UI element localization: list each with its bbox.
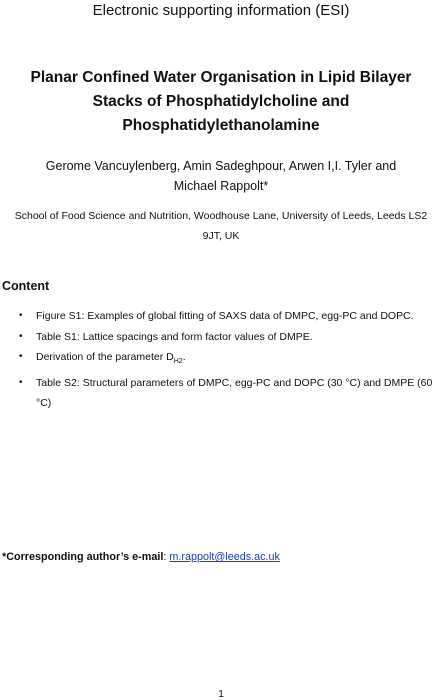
bullet-icon: • [19,330,23,342]
list-item [0,306,442,327]
author-list: Gerome Vancuylenberg, Amin Sadeghpour, Arwen I,I. Tyler and Michael Rappolt* [45,159,397,193]
list-item [0,327,442,348]
corresponding-label: *Corresponding author’s e-mail [2,551,164,563]
email-link[interactable]: m.rappolt@leeds.ac.uk [169,551,280,563]
page-number: 1 [218,688,224,700]
list-item [0,373,442,414]
corresponding-author [2,551,280,563]
corresponding-separator: : [163,551,170,563]
bullet-icon: • [19,376,23,388]
content-heading: Content [2,279,50,293]
document-header: Electronic supporting information (ESI) [92,2,350,19]
content-list [0,306,442,414]
paper-title: Planar Confined Water Organisation in Lipid Bilayer Stacks of Phosphatidylcholine and Phosphatidylethanolamine [30,69,412,134]
list-item-text: Figure S1: Examples of global fitting of SAXS data of DMPC, egg-PC and DOPC. [36,310,414,322]
bullet-icon: • [19,351,23,362]
list-item-text: Derivation of the parameter D [36,351,174,363]
bullet-icon: • [19,310,23,321]
subscript: H2 [173,358,183,366]
list-item-period: . [182,351,186,363]
affiliation: School of Food Science and Nutrition, Woodhouse Lane, University of Leeds, Leeds LS2 9JT, UK [14,210,428,242]
list-item-text: Table S2: Structural parameters of DMPC, egg-PC and DOPC (30 °C) and DMPE (60 °C) [36,376,433,410]
list-item-text: Table S1: Lattice spacings and form factor values of DMPE. [36,330,313,343]
list-item [0,347,442,373]
